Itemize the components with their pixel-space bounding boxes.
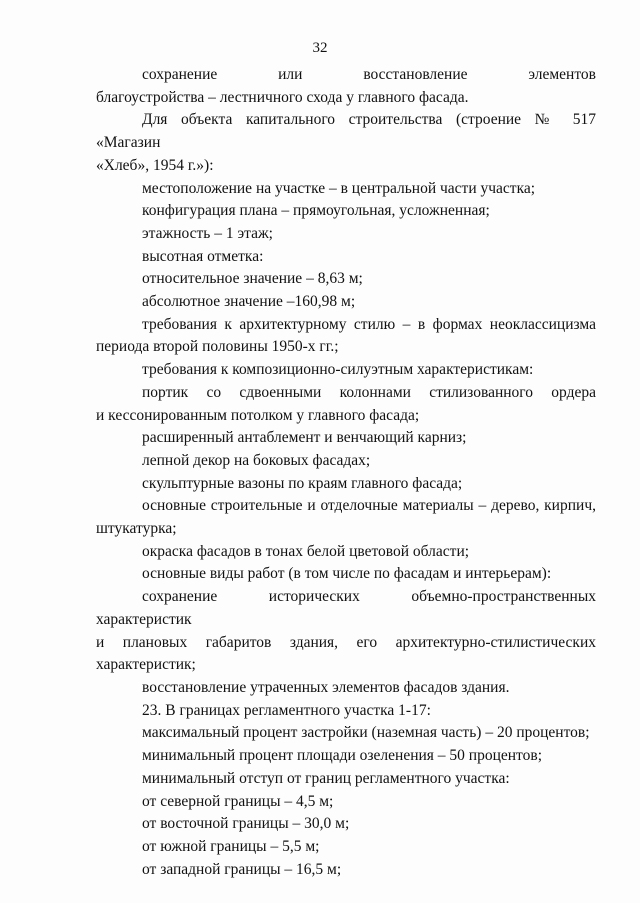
paragraph-east-border: от восточной границы – 30,0 м; (142, 815, 350, 833)
paragraph-height-mark: высотная отметка: (142, 247, 264, 265)
text-line: и кессонированным потолком у главного фасада; (96, 406, 420, 424)
paragraph-object-intro (96, 109, 596, 177)
paragraph-west-border: от западной границы – 16,5 м; (142, 860, 342, 878)
page-number: 32 (312, 40, 328, 56)
paragraph-relative-value: относительное значение – 8,63 м; (142, 270, 363, 288)
text-line: сохранение или восстановление элементов (142, 66, 596, 83)
text-line: портик со сдвоенными колоннами стилизованного ордера (142, 383, 596, 401)
paragraph-silhouette-requirements: требования к композиционно-силуэтным характеристикам: (142, 361, 534, 379)
paragraph-entablature: расширенный антаблемент и венчающий карниз; (142, 429, 467, 447)
paragraph-preservation (96, 64, 596, 109)
text-line: Для объекта капитального строительства (строение № 517 «Магазин (96, 111, 596, 152)
text-line: штукатурка; (96, 520, 177, 538)
text-line: «Хлеб», 1954 г.»): (96, 156, 214, 174)
paragraph-section-23: 23. В границах регламентного участка 1-17: (142, 701, 431, 719)
paragraph-min-greenery-percent: минимальный процент площади озеленения – 50 процентов; (142, 747, 543, 765)
paragraph-absolute-value: абсолютное значение –160,98 м; (142, 293, 356, 311)
paragraph-floors: этажность – 1 этаж; (142, 224, 273, 242)
paragraph-max-building-percent: максимальный процент застройки (наземная часть) – 20 процентов; (142, 724, 590, 742)
paragraph-plan-config: конфигурация плана – прямоугольная, усложненная; (142, 202, 490, 220)
text-line: и плановых габаритов здания, его архитектурно-стилистических (96, 633, 596, 651)
text-line: требования к архитектурному стилю – в формах неоклассицизма (142, 315, 596, 333)
paragraph-restoration: восстановление утраченных элементов фасадов здания. (142, 678, 510, 696)
paragraph-vases: скульптурные вазоны по краям главного фасада; (142, 474, 463, 492)
paragraph-materials (96, 495, 596, 540)
paragraph-north-border: от северной границы – 4,5 м; (142, 792, 334, 810)
paragraph-portico (96, 382, 596, 427)
paragraph-stucco-decor: лепной декор на боковых фасадах; (142, 451, 371, 469)
paragraph-south-border: от южной границы – 5,5 м; (142, 837, 320, 855)
document-body (96, 64, 596, 881)
text-line: сохранение исторических объемно-пространственных характеристик (96, 588, 596, 628)
paragraph-historic-preservation (96, 586, 596, 677)
paragraph-facade-color: окраска фасадов в тонах белой цветовой области; (142, 542, 470, 560)
paragraph-style-requirements (96, 314, 596, 359)
text-line: благоустройства – лестничного схода у главного фасада. (96, 88, 469, 106)
text-line: характеристик; (96, 656, 196, 674)
text-line: основные строительные и отделочные материалы – дерево, кирпич, (142, 497, 596, 515)
paragraph-location: местоположение на участке – в центральной части участка; (142, 179, 536, 197)
text-line: периода второй половины 1950-х гг.; (96, 338, 339, 356)
paragraph-min-setback: минимальный отступ от границ регламентного участка: (142, 769, 510, 787)
paragraph-work-types: основные виды работ (в том числе по фасадам и интерьерам): (142, 565, 552, 583)
